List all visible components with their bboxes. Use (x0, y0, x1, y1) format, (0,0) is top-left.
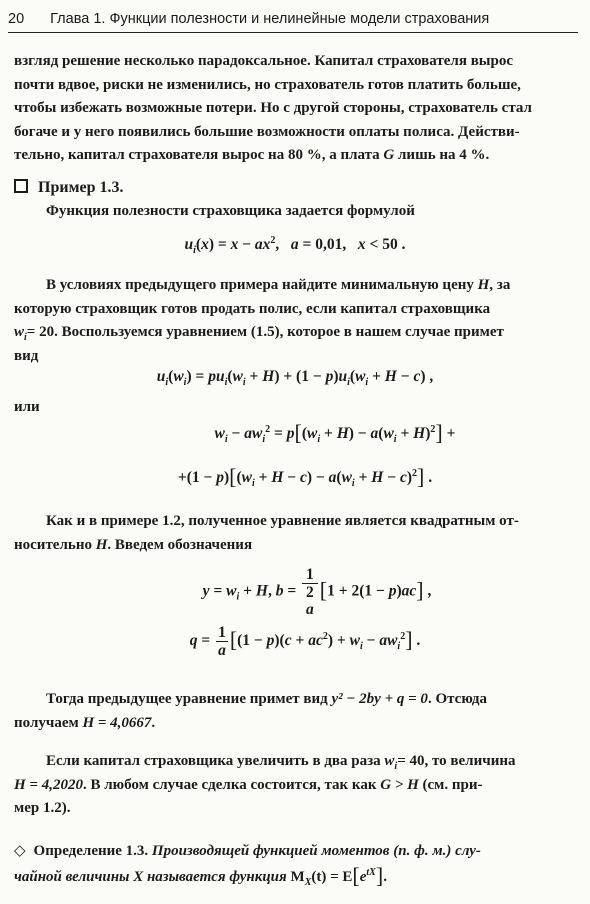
chapter-title: Глава 1. Функции полезности и нелинейные модели страхования (50, 11, 490, 27)
definition-block (14, 840, 576, 889)
intro-line-5: тельно, капитал страхователя вырос на 80 %, а плата G лишь на 4 %. (14, 147, 490, 164)
running-header (8, 6, 578, 33)
definition-line-1: ◇ Определение 1.3. Производящей функцией моментов (п. ф. м.) слу- (14, 840, 576, 864)
definition-label: Определение 1.3. (33, 843, 149, 859)
equation-2a: $w_i - aw_i^2 = p[(w_i + H) - a(w_i + H)^2]$ + (214, 420, 456, 446)
double-line-3: мер 1.2). (14, 800, 71, 817)
intro-paragraph (14, 50, 576, 168)
problem-line-1: В условиях предыдущего примера найдите минимальную цену H, за (46, 277, 511, 293)
double-capital-paragraph (14, 750, 576, 821)
square-bullet-icon (14, 179, 28, 193)
notation-y-b: $y = w_i + H$, b = 1 2 a [1 + 2(1 − p)ac] , (202, 566, 432, 618)
intro-line-2: почти вдвое, риски не изменились, но страхователь готов платить больше, (14, 76, 521, 93)
example-intro: Функция полезности страховщика задается формулой (46, 203, 415, 219)
double-line-2: H = 4,2020. В любом случае сделка состоится, так как G > H (см. при- (14, 776, 483, 793)
intro-line-1: взгляд решение несколько парадоксальное. Капитал страхователя вырос (14, 53, 514, 69)
quadratic-line-1: Как и в примере 1.2, полученное уравнение является квадратным от- (46, 513, 519, 529)
definition-line-2: чайной величины X называется функция $M_X(t) = E[e^{tX}]$. (14, 862, 387, 888)
quadratic-line-2: носительно H. Введем обозначения (14, 536, 253, 553)
example-title: Пример 1.3. (38, 179, 124, 196)
diamond-bullet-icon: ◇ (14, 843, 26, 859)
quadratic-paragraph (14, 510, 576, 557)
then-line-1: Тогда предыдущее уравнение примет вид y² − 2by + q = 0. Отсюда (46, 691, 488, 707)
then-line-2: получаем H = 4,0667. (14, 714, 156, 731)
intro-line-4: богаче и у него появились большие возможности оплаты полиса. Действи- (14, 123, 520, 140)
utility-formula: $u_i(x) = x - ax^2$, a = 0,01, x < 50 . (184, 234, 406, 257)
problem-line-2: которую страховщик готов продать полис, если капитал страховщика (14, 300, 491, 317)
intro-line-3: чтобы избежать возможные потери. Но с другой стороны, страхователь стал (14, 100, 532, 117)
problem-paragraph (14, 274, 576, 368)
then-paragraph (14, 688, 576, 735)
problem-line-3: $w_i= 20$. Воспользуемся уравнением (1.5), которое в нашем случае примет (14, 324, 504, 344)
example-heading (14, 176, 576, 201)
equation-1: $u_i(w_i) = pu_i(w_i + H) + (1 - p)u_i(w_i + H - c)$ , (156, 368, 434, 389)
double-line-1: Если капитал страховщика увеличить в два раза $w_i= 40$, то величина (46, 753, 516, 772)
notation-q: q = $\frac{1}{a}$ $[(1 - p)(c + ac^2) + w_i - aw_i^2]$ . (189, 624, 421, 659)
or-word: или (14, 399, 40, 415)
page-number: 20 (8, 11, 25, 27)
equation-2b: $+(1 - p)[(w_i + H - c) - a(w_i + H - c)^2]$ . (177, 464, 433, 490)
problem-line-4: вид (14, 347, 39, 364)
